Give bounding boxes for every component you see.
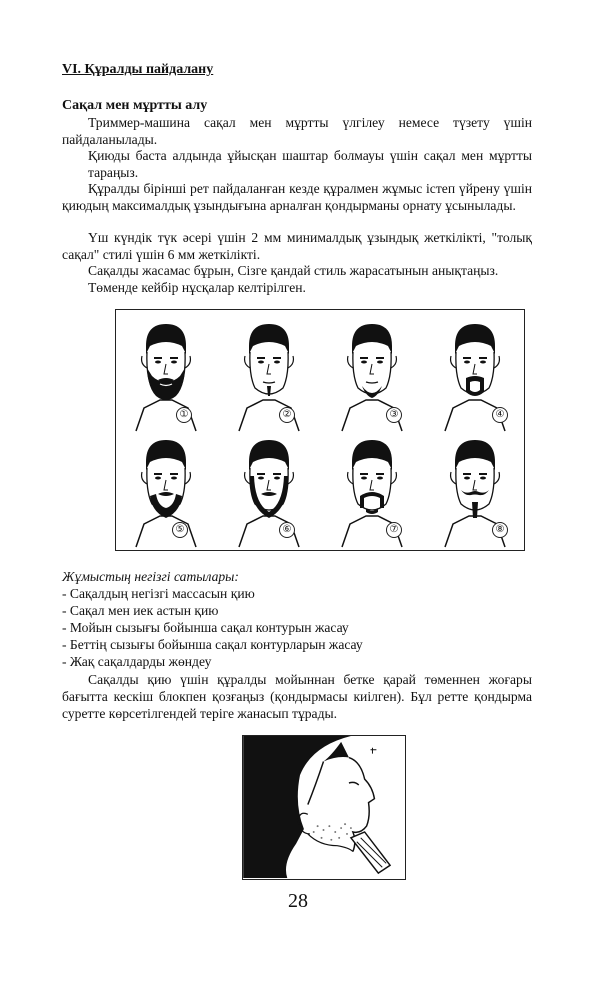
style-number-4: ④ [492,407,508,423]
beard-style-3 [322,316,422,432]
face-illustration-5 [116,432,216,548]
face-illustration-4 [425,316,525,432]
face-illustration-6 [219,432,319,548]
step-item-3: - Мойын сызығы бойынша сақал контурын жасау [62,620,349,635]
beard-style-6 [219,432,319,548]
step-item-4: - Беттің сызығы бойынша сақал контурларын жасау [62,637,363,652]
subsection-title: Сақал мен мұртты алу [62,98,208,113]
face-illustration-1 [116,316,216,432]
style-number-1: ① [176,407,192,423]
style-number-7: ⑦ [386,522,402,538]
face-illustration-3 [322,316,422,432]
style-number-5: ⑤ [172,522,188,538]
trimming-drawing [243,736,404,878]
face-illustration-7 [322,432,422,548]
beard-style-8 [425,432,525,548]
step-item-5: - Жақ сақалдарды жөндеу [62,654,212,669]
intro-paragraph-1: Триммер-машина сақал мен мұртты үлгілеу немесе түзету үшін пайдаланылады. [62,115,532,147]
trimming-illustration [242,735,406,880]
intro-paragraph-6: Төменде кейбір нұсқалар келтірілген. [88,280,306,295]
section-title: VI. Құралды пайдалану [62,62,214,77]
closing-paragraph: Сақалды қию үшін құралды мойыннан бетке қарай төменнен жоғары бағытта кескіш блокпен қозғаңыз (қондырмасы киілген). Бұл ретте қондырма суретте көрсетілгендей теріге жанасып тұрады. [62,672,532,721]
intro-paragraph-3: Құралды бірінші рет пайдаланған кезде құралмен жұмыс істеп үйрену үшін қиюдың максималдық ұзындығына арналған қондырманы орнату ұсынылады. [62,181,532,213]
beard-styles-figure [115,309,525,551]
intro-paragraph-2 [88,148,532,181]
style-number-6: ⑥ [279,522,295,538]
beard-style-7 [322,432,422,548]
style-number-8: ⑧ [492,522,508,538]
face-illustration-8 [425,432,525,548]
beard-style-2 [219,316,319,432]
face-illustration-2 [219,316,319,432]
intro-paragraph-4: Үш күндік түк әсері үшін 2 мм минималдық ұзындық жеткілікті, "толық сақал" стилі үшін 6 мм жеткілікті. [62,230,532,262]
style-number-3: ③ [386,407,402,423]
intro-paragraph-5: Сақалды жасамас бұрын, Сізге қандай стиль жарасатынын анықтаңыз. [88,263,499,278]
step-item-1: - Сақалдың негізгі массасын қию [62,586,255,601]
steps-title: Жұмыстың негізгі сатылары: [62,569,239,584]
intro-paragraph-2-text: Қиюды баста алдында ұйысқан шаштар болмауы үшін сақал мен мұртты тараңыз. [88,148,532,180]
beard-style-4 [425,316,525,432]
beard-style-1 [116,316,216,432]
beard-style-5 [116,432,216,548]
page-number: 28 [288,890,308,912]
style-number-2: ② [279,407,295,423]
step-item-2: - Сақал мен иек астын қию [62,603,219,618]
